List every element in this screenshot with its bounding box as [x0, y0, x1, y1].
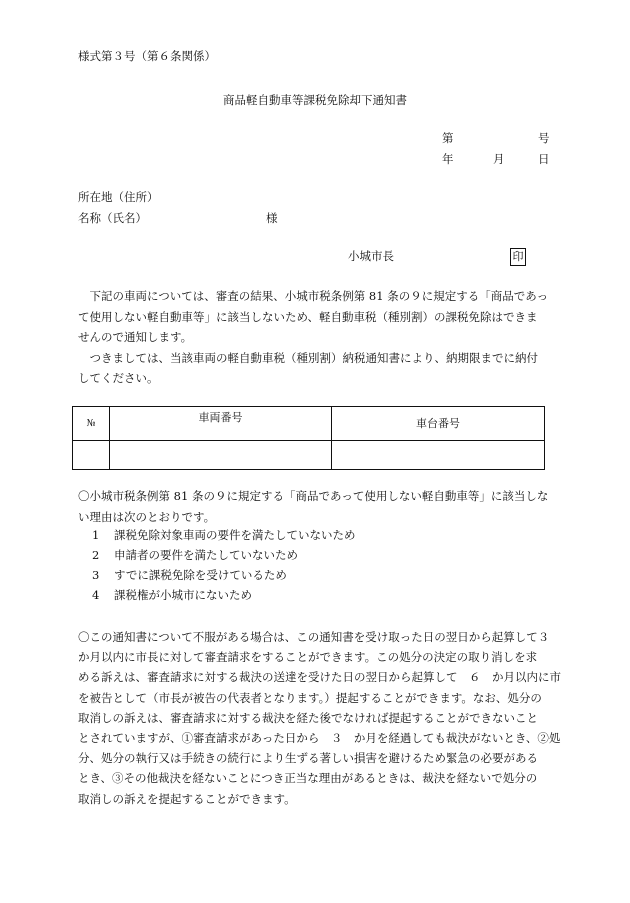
- ref-number-go: 号: [538, 131, 550, 145]
- body-line: 下記の車両については、審査の結果、小城市税条例第 81 条の９に規定する「商品であっ: [78, 289, 549, 303]
- col-header-chassis-number: 車台番号: [332, 407, 545, 441]
- reason-intro: [78, 486, 554, 527]
- appeal-line: とき、③その他裁決を経ないことにつき正当な理由があるときは、裁決を経ないで処分の: [78, 771, 538, 786]
- appeal-line: を被告として（市長が被告の代表者となります。）提起することができます。なお、処分の: [78, 690, 542, 705]
- document-title: 商品軽自動車等課税免除却下通知書: [223, 93, 407, 107]
- appeal-line: 〇この通知書について不服がある場合は、この通知書を受け取った日の翌日から起算して３: [78, 630, 550, 644]
- vehicle-table: [72, 406, 545, 470]
- reason-item: [92, 549, 298, 567]
- body-line: せんので通知します。: [78, 330, 193, 344]
- appeal-line: か月以内に市長に対して審査請求をすることができます。この処分の決定の取り消しを求: [78, 650, 538, 665]
- col-header-no: №: [73, 407, 110, 441]
- reason-text: 申請者の要件を満たしていないため: [114, 548, 298, 562]
- issuer-title: 小城市長: [348, 249, 394, 263]
- date-day: 日: [538, 152, 550, 166]
- appeal-line: める訴えは、審査請求に対する裁決の送達を受けた日の翌日から起算して ６ か月以内に市: [78, 670, 561, 685]
- address-label: 所在地（住所）: [78, 190, 159, 204]
- appeal-notice: [78, 627, 561, 809]
- reason-number: 2: [92, 548, 100, 562]
- appeal-line: とされていますが、①審査請求があった日から ３ か月を経過しても裁決がないとき、②処: [78, 730, 561, 745]
- reason-text: 課税免除対象車両の要件を満たしていないため: [114, 528, 356, 542]
- reason-intro-line: 〇小城市税条例第 81 条の９に規定する「商品であって使用しない軽自動車等」に該当しな: [78, 489, 549, 503]
- name-label: 名称（氏名）: [78, 211, 147, 225]
- cell-no: [73, 441, 110, 470]
- reason-text: すでに課税免除を受けているため: [114, 568, 287, 582]
- col-header-vehicle-number: 車両番号: [110, 407, 332, 441]
- cell-vehicle-number: [110, 441, 332, 470]
- honorific-sama: 様: [266, 211, 278, 225]
- reason-item: [92, 589, 252, 607]
- body-line: してください。: [78, 371, 159, 385]
- cell-chassis-number: [332, 441, 545, 470]
- body-line: つきましては、当該車両の軽自動車税（種別割）納税通知書により、納期限までに納付: [78, 350, 538, 365]
- reason-number: 3: [92, 568, 100, 582]
- reason-number: 1: [92, 528, 100, 542]
- reason-intro-line: い理由は次のとおりです。: [78, 509, 216, 524]
- table-header-row: [73, 407, 545, 441]
- seal-mark: 印: [510, 248, 526, 266]
- ref-number-dai: 第: [442, 131, 454, 145]
- reason-number: 4: [92, 588, 100, 602]
- appeal-line: 取消しの訴えを提起することができます。: [78, 791, 296, 806]
- date-month: 月: [493, 152, 505, 166]
- reason-item: [92, 569, 287, 587]
- form-number: 様式第３号（第６条関係）: [78, 49, 216, 63]
- notice-body: [78, 286, 554, 389]
- appeal-line: 取消しの訴えは、審査請求に対する裁決を経た後でなければ提起することができないこと: [78, 710, 538, 725]
- appeal-line: 分、処分の執行又は手続きの続行により生ずる著しい損害を避けるため緊急の必要がある: [78, 751, 538, 766]
- body-line: て使用しない軽自動車等」に該当しないため、軽自動車税（種別割）の課税免除はできま: [78, 309, 538, 324]
- date-year: 年: [442, 152, 454, 166]
- reason-text: 課税権が小城市にないため: [114, 588, 252, 602]
- table-row: [73, 441, 545, 470]
- reason-item: [92, 529, 356, 547]
